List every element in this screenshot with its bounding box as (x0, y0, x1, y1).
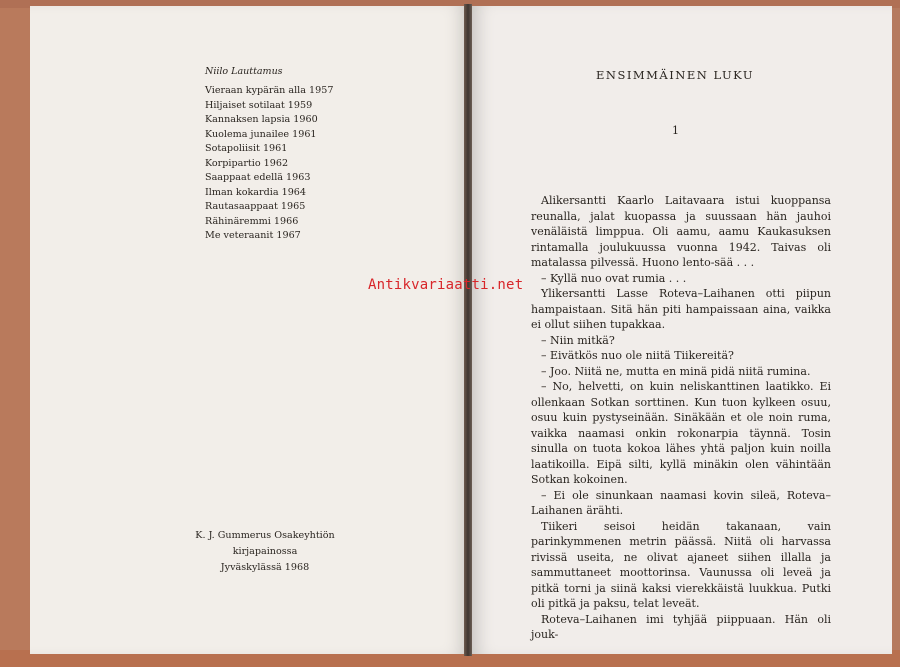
works-list-item: Saappaat edellä 1963 (205, 172, 311, 183)
paragraph: Ylikersantti Lasse Roteva–Laihanen otti piipun hampaistaan. Sitä hän piti hampaissaan aina, vaikka ei ollut siihen tupakkaa. (531, 287, 831, 331)
chapter-title: ENSIMMÄINEN LUKU (596, 68, 755, 82)
body-text (531, 193, 831, 643)
works-list-item: Vieraan kypärän alla 1957 (205, 85, 334, 96)
works-list-item: Ilman kokardia 1964 (205, 186, 307, 198)
works-list-item: Me veteraanit 1967 (205, 230, 301, 241)
book-gutter (464, 4, 472, 656)
paragraph: – Niin mitkä? (541, 333, 615, 347)
watermark-text: Antikvariaatti.net (368, 277, 524, 293)
printer-imprint (174, 528, 356, 576)
works-list-item: Kuolema junailee 1961 (205, 128, 317, 140)
paragraph: – Kyllä nuo ovat rumia . . . (541, 271, 687, 285)
printer-line: Jyväskylässä 1968 (220, 562, 310, 573)
works-list (205, 84, 333, 244)
paragraph: – Eivätkös nuo ole niitä Tiikereitä? (541, 349, 734, 362)
works-list-item: Sotapoliisit 1961 (205, 143, 288, 154)
paragraph: – Ei ole sinunkaan naamasi kovin sileä, Roteva–Laihanen ärähti. (531, 488, 831, 517)
works-list-item: Korpipartio 1962 (205, 157, 289, 169)
paragraph: Roteva–Laihanen imi tyhjää piippuaan. Hän oli jouk- (531, 612, 831, 641)
book-cover-left-edge (0, 8, 30, 650)
works-list-item: Rautasaappaat 1965 (205, 201, 306, 212)
paragraph: – No, helvetti, on kuin neliskanttinen laatikko. Ei ollenkaan Sotkan sorttinen. Kun tuon kylkeen osuu, osuu kuin pystyseinään. Sinäkään et ole noin ruma, vaikka naamasi onkin rokonarpia täynnä. Tosin sinulla on tuota kokoa lähes yhtä paljon kuin noilla laatikoilla. Eipä silti, kyllä minäkin olen vähintään Sotkan kokoinen. (531, 380, 831, 486)
author-name: Niilo Lauttamus (205, 66, 283, 77)
works-list-item: Kannaksen lapsia 1960 (205, 114, 318, 125)
book-cover-right-edge (892, 8, 900, 650)
printer-line: K. J. Gummerus Osakeyhtiön kirjapainossa (195, 530, 335, 557)
paragraph: Alikersantti Kaarlo Laitavaara istui kuoppansa reunalla, jalat kuopassa ja suussaan hän jauhoi venäläistä limppua. Oli aamu, aamu Kaukasuksen rintamalla joulukuussa vuonna 1942. Taivas oli matalassa pilvessä. Huono lento-sää . . . (531, 194, 831, 269)
works-list-item: Hiljaiset sotilaat 1959 (205, 99, 313, 111)
section-number: 1 (672, 124, 679, 137)
paragraph: Tiikeri seisoi heidän takanaan, vain parinkymmenen metrin päässä. Niitä oli harvassa rivissä useita, ne olivat ajaneet siihen illalla ja sammuttaneet moottorinsa. Vaunussa oli leveä ja pitkä torni ja siinä kaksi vierekkäistä luukkua. Putki oli pitkä ja paksu, telat leveät. (531, 519, 831, 610)
works-list-item: Rähinäremmi 1966 (205, 215, 299, 227)
paragraph: – Joo. Niitä ne, mutta en minä pidä niitä rumina. (541, 364, 811, 378)
